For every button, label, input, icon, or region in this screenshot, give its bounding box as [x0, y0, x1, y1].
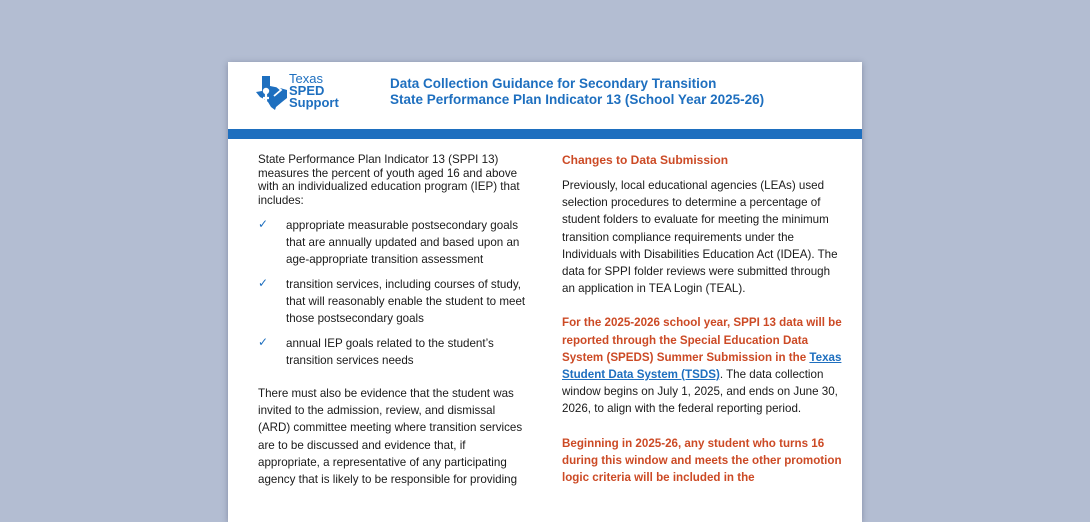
check-icon: ✓ [258, 217, 269, 231]
logo-text-texas: Texas [289, 71, 323, 86]
document-title [390, 76, 850, 108]
list-item-text: transition services, including courses of study, that will reasonably enable the student to meet those postsecondary goals [286, 278, 526, 325]
evidence-paragraph: There must also be evidence that the student was invited to the admission, review, and dismissal (ARD) committee meeting where transition services are to be discussed and evidence that, if appropriate, a representative of any participating agency that is likely to be responsible for providing [258, 387, 523, 487]
intro-paragraph: State Performance Plan Indicator 13 (SPPI 13) measures the percent of youth aged 16 and above with an individualized education program (IEP) that includes: [258, 153, 520, 207]
left-column [258, 153, 530, 505]
header-divider-bar [228, 129, 862, 139]
list-item [258, 276, 530, 327]
document-page [228, 62, 862, 522]
reporting-rest: . The data collection window begins on July 1, 2025, and ends on June 30, 2026, to align with the federal reporting period. [562, 368, 838, 416]
reporting-highlight: For the 2025-2026 school year, SPPI 13 data will be reported through the Special Education Data System (SPEDS) Summer Submission in the [562, 316, 842, 364]
list-item-text: appropriate measurable postsecondary goals that are annually updated and based upon an age-appropriate transition assessment [286, 219, 520, 266]
logo-text-support: Support [289, 95, 339, 110]
beginning-highlight: Beginning in 2025-26, any student who turns 16 during this window and meets the other promotion logic criteria will be included in the [562, 436, 842, 485]
previously-paragraph: Previously, local educational agencies (LEAs) used selection procedures to determine a percentage of student folders to evaluate for meeting the minimum transition compliance requirements under the Individuals with Disabilities Education Act (IDEA). The data for SPPI folder reviews were submitted through an application in TEA Login (TEAL). [562, 179, 838, 296]
check-icon: ✓ [258, 276, 269, 290]
reporting-paragraph [562, 314, 844, 417]
list-item [258, 217, 530, 268]
right-column [562, 151, 844, 503]
texas-map-icon [254, 74, 290, 110]
tsds-link[interactable]: Texas Student Data System (TSDS) [562, 350, 842, 382]
list-item-text: annual IEP goals related to the student’s transition services needs [286, 337, 494, 367]
logo-text-sped: SPED [289, 83, 325, 98]
beginning-paragraph [562, 435, 844, 487]
title-line-2: State Performance Plan Indicator 13 (School Year 2025-26) [390, 92, 765, 107]
check-icon: ✓ [258, 335, 269, 349]
list-item [258, 335, 530, 369]
title-line-1: Data Collection Guidance for Secondary Transition [390, 76, 717, 91]
texas-sped-support-logo [254, 72, 364, 116]
section-heading: Changes to Data Submission [562, 153, 729, 167]
